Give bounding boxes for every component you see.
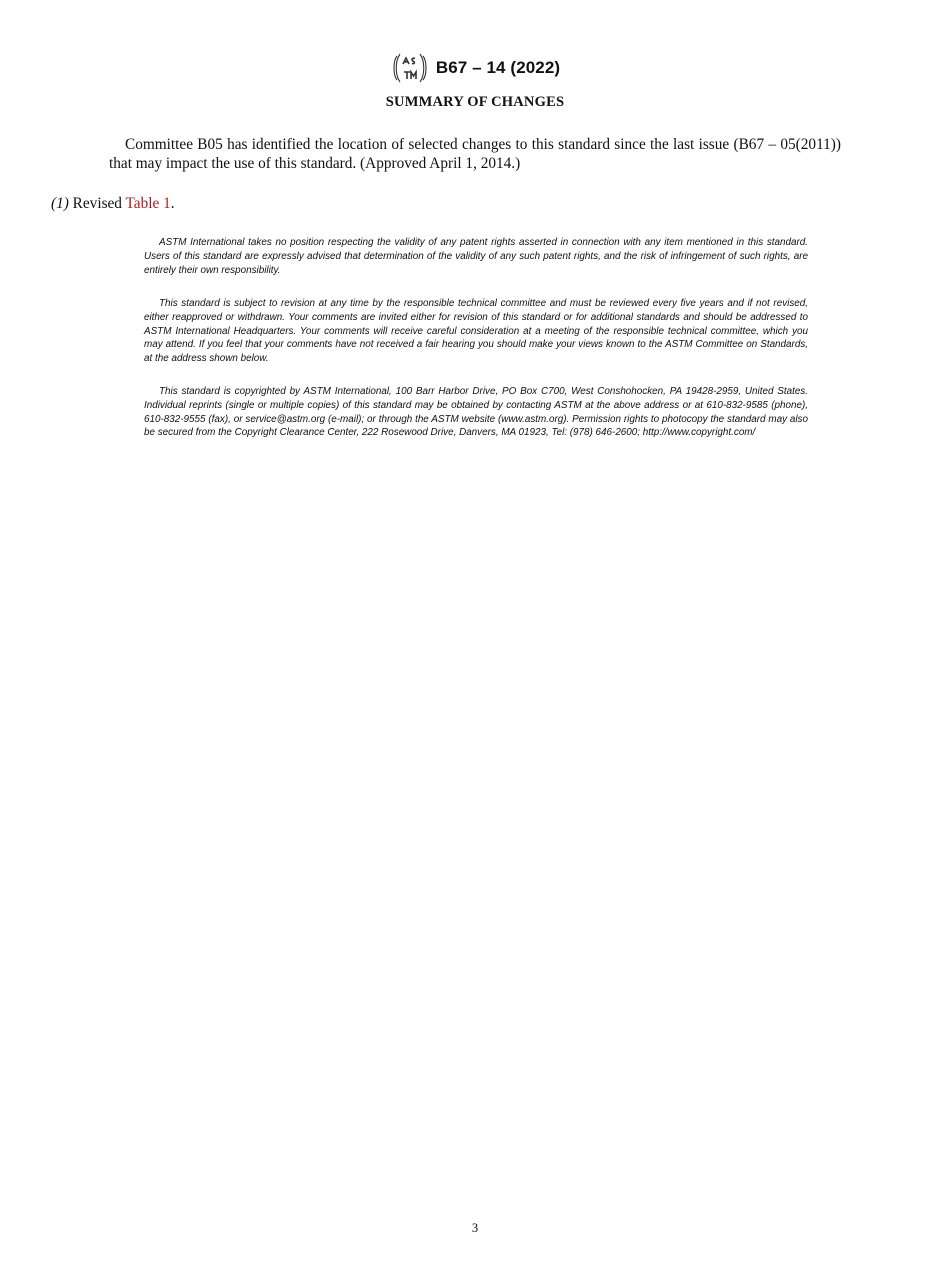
patent-note-text: ASTM International takes no position respecting the validity of any patent rights asserted in connection with any item mentioned in this standard. Users of this standard are expressly advised that determination of the validity of any such patent rights, and the risk of infringement of such rights, are entirely their own responsibility. bbox=[144, 237, 808, 276]
patent-note bbox=[144, 236, 808, 277]
astm-logo-icon bbox=[390, 52, 430, 84]
revision-note bbox=[144, 297, 808, 366]
section-title: SUMMARY OF CHANGES bbox=[385, 94, 565, 110]
revision-note-text: This standard is subject to revision at any time by the responsible technical committee and must be reviewed every five years and if not revised, either reapproved or withdrawn. Your comments are invited either for revision of this standard or for additional standards and should be addressed to ASTM International Headquarters. Your comments will receive careful consideration at a meeting of the responsible technical committee, which you may attend. If you feel that your comments have not received a fair hearing you should make your views known to the ASTM Committee on Standards, at the address shown below. bbox=[144, 298, 808, 365]
change-suffix: . bbox=[170, 195, 175, 212]
page-number: 3 bbox=[471, 1221, 479, 1235]
intro-paragraph: Committee B05 has identified the location of selected changes to this standard since the last issue (B67 – 05(2011)) that may impact the use of this standard. (Approved April 1, 2014.) bbox=[109, 136, 841, 172]
copyright-note bbox=[144, 385, 808, 440]
copyright-note-text: This standard is copyrighted by ASTM International, 100 Barr Harbor Drive, PO Box C700, West Conshohocken, PA 19428-2959, United States. Individual reprints (single or multiple copies) of this standard may be obtained by contacting ASTM at the above address or at 610-832-9585 (phone), 610-832-9555 (fax), or service@astm.org (e-mail); or through the ASTM website (www.astm.org). Permission rights to photocopy the standard may also be secured from the Copyright Clearance Center, 222 Rosewood Drive, Danvers, MA 01923, Tel: (978) 646-2600; http://www.copyright.com/ bbox=[144, 386, 808, 439]
change-item bbox=[51, 194, 175, 213]
table-1-link[interactable]: Table 1 bbox=[125, 195, 171, 212]
change-prefix: Revised bbox=[72, 195, 122, 212]
change-number: (1) bbox=[51, 195, 69, 212]
standard-designation: B67 – 14 (2022) bbox=[435, 58, 561, 77]
document-header bbox=[0, 52, 950, 84]
